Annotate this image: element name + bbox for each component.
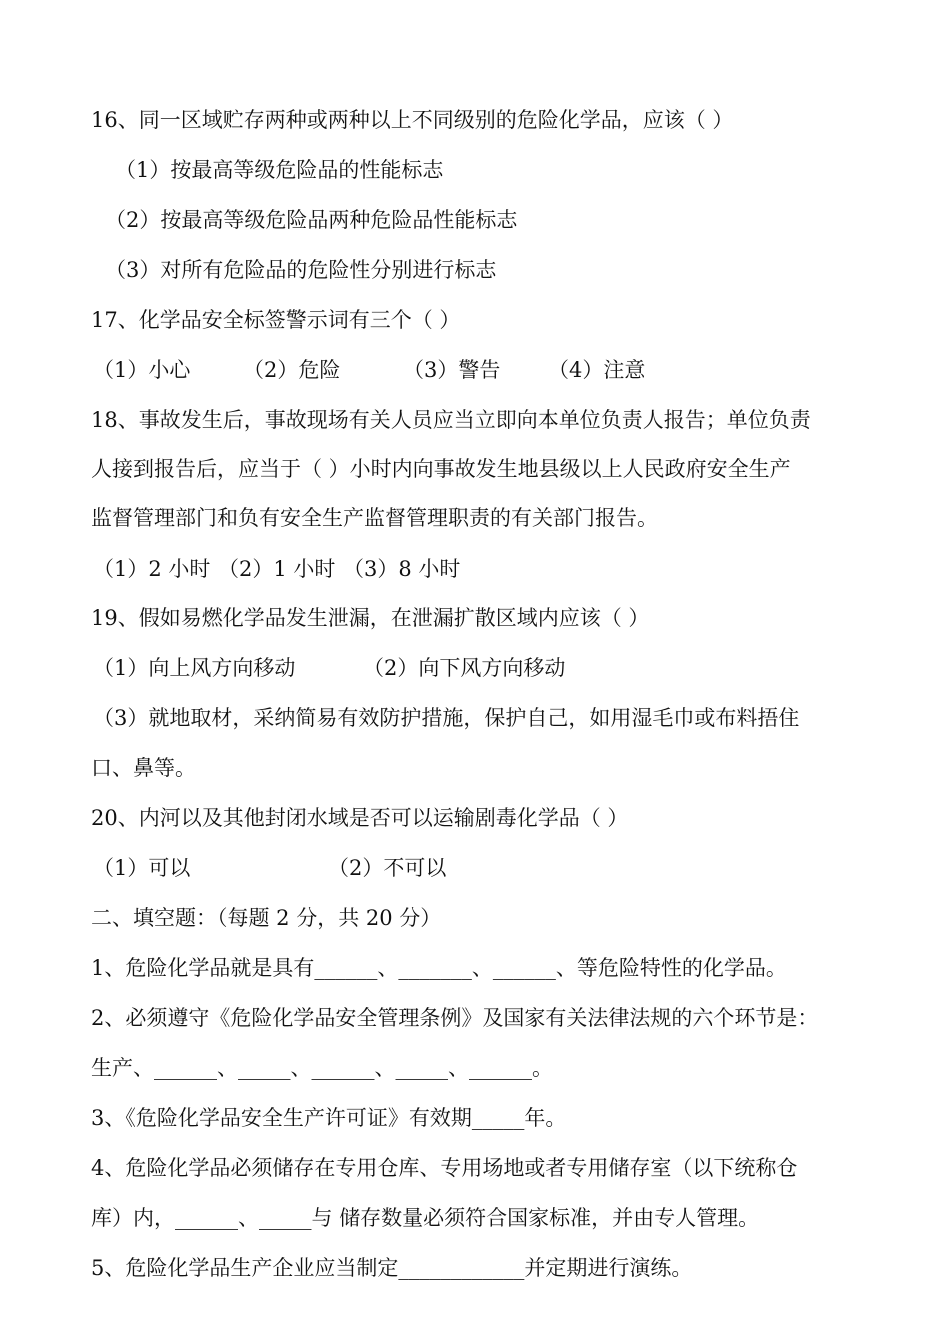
- section-2-heading: 二、填空题：（每题 2 分，共 20 分）: [91, 906, 442, 930]
- question-19-option-3-line-2: 口、鼻等。: [91, 756, 196, 780]
- fill-question-1: 1、危险化学品就是具有______、_______、______、等危险特性的化学品。: [91, 956, 787, 980]
- fill-question-4-line-2: 库）内，______、_____与 储存数量必须符合国家标准，并由专人管理。: [91, 1206, 760, 1230]
- question-20-stem: 20、内河以及其他封闭水域是否可以运输剧毒化学品（ ）: [91, 806, 629, 830]
- question-18-stem-line-2: 人接到报告后，应当于（ ）小时内向事故发生地县级以上人民政府安全生产: [91, 457, 791, 481]
- question-17-option-3: （3）警告: [403, 358, 501, 382]
- fill-question-2-line-2: 生产、______、_____、______、_____、______。: [91, 1056, 553, 1080]
- question-17-option-2: （2）危险: [243, 358, 341, 382]
- question-16-option-3: （3）对所有危险品的危险性分别进行标志: [105, 258, 497, 282]
- question-19-option-3-line-1: （3）就地取材，采纳简易有效防护措施，保护自己，如用湿毛巾或布料捂住: [93, 706, 800, 730]
- question-17-stem: 17、化学品安全标签警示词有三个（ ）: [91, 308, 461, 332]
- question-20-option-2: （2）不可以: [328, 856, 447, 880]
- question-17-option-4: （4）注意: [548, 358, 646, 382]
- question-19-option-1: （1）向上风方向移动: [93, 656, 296, 680]
- question-19-stem: 19、假如易燃化学品发生泄漏，在泄漏扩散区域内应该（ ）: [91, 606, 650, 630]
- question-16-stem: 16、同一区域贮存两种或两种以上不同级别的危险化学品，应该（ ）: [91, 108, 734, 132]
- fill-question-5: 5、危险化学品生产企业应当制定____________并定期进行演练。: [91, 1256, 693, 1280]
- question-18-stem-line-3: 监督管理部门和负有安全生产监督管理职责的有关部门报告。: [91, 506, 658, 530]
- question-18-stem-line-1: 18、事故发生后，事故现场有关人员应当立即向本单位负责人报告；单位负责: [91, 408, 811, 432]
- fill-question-4-line-1: 4、危险化学品必须储存在专用仓库、专用场地或者专用储存室（以下统称仓: [91, 1156, 798, 1180]
- question-18-option-1: （1）2 小时: [93, 557, 211, 581]
- question-18-option-2: （2）1 小时: [218, 557, 336, 581]
- fill-question-2-line-1: 2、必须遵守《危险化学品安全管理条例》及国家有关法律法规的六个环节是：: [91, 1006, 819, 1030]
- question-18-option-3: （3）8 小时: [343, 557, 461, 581]
- question-20-option-1: （1）可以: [93, 856, 191, 880]
- fill-question-3: 3、《危险化学品安全生产许可证》有效期_____年。: [91, 1106, 567, 1130]
- question-16-option-1: （1）按最高等级危险品的性能标志: [115, 158, 444, 182]
- question-19-option-2: （2）向下风方向移动: [363, 656, 566, 680]
- question-17-option-1: （1）小心: [93, 358, 191, 382]
- question-16-option-2: （2）按最高等级危险品两种危险品性能标志: [105, 208, 518, 232]
